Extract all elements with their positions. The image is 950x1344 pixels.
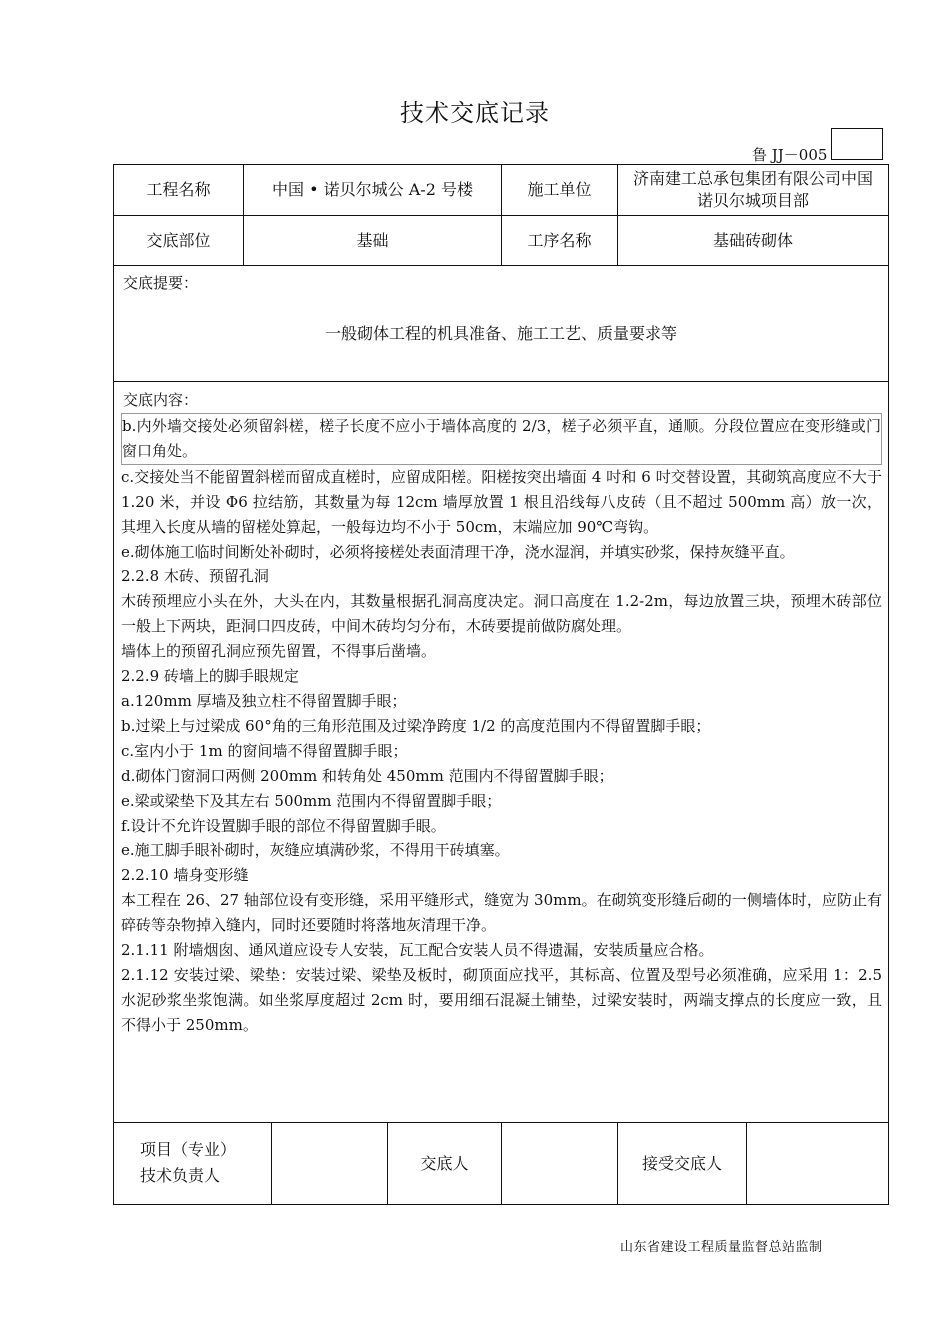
content-paragraph: 2.1.11 附墙烟囱、通风道应设专人安装，瓦工配合安装人员不得遗漏，安装质量应合格。 — [121, 941, 714, 960]
tech-lead-signature-field[interactable] — [272, 1123, 388, 1204]
construction-unit-line2: 诺贝尔城项目部 — [696, 191, 809, 210]
disclosure-form — [113, 164, 889, 1205]
summary-text: 一般砌体工程的机具准备、施工工艺、质量要求等 — [324, 324, 677, 343]
document-code: 鲁 JJ－005 — [752, 146, 828, 164]
section-heading: 2.2.9 砖墙上的脚手眼规定 — [121, 667, 299, 686]
signature-row — [114, 1123, 888, 1204]
discloser-signature-field[interactable] — [502, 1123, 618, 1204]
project-name-value: 中国 • 诺贝尔城公 A-2 号楼 — [244, 165, 502, 215]
content-paragraph: 本工程在 26、27 轴部位设有变形缝，采用平缝形式，缝宽为 30mm。在砌筑变形缝后砌的一侧墙体时，应防止有碎砖等杂物掉入缝内，同时还要随时将落地灰清理干净。 — [121, 891, 882, 935]
summary-label: 交底提要： — [123, 274, 199, 292]
content-paragraph: b.内外墙交接处必须留斜槎，槎子长度不应小于墙体高度的 2/3，槎子必须平直，通顺。分段位置应在变形缝或门窗口角处。 — [121, 413, 882, 465]
content-body — [121, 413, 882, 1038]
section-heading: 2.2.8 木砖、预留孔洞 — [121, 567, 269, 586]
construction-unit-line1: 济南建工总承包集团有限公司中国 — [632, 169, 873, 188]
content-paragraph: e.砌体施工临时间断处补砌时，必须将接槎处表面清理干净，浇水湿润，并填实砂浆，保持灰缝平直。 — [121, 542, 795, 561]
summary-section — [114, 266, 888, 382]
document-title: 技术交底记录 — [400, 99, 550, 127]
content-paragraph: e.梁或梁垫下及其左右 500mm 范围内不得留置脚手眼； — [121, 791, 502, 810]
process-name-label: 工序名称 — [502, 216, 618, 265]
content-paragraph: 2.1.12 安装过梁、梁垫：安装过梁、梁垫及板时，砌顶面应找平，其标高、位置及型号必须准确，应采用 1：2.5 水泥砂浆坐浆饱满。如坐浆厚度超过 2cm 时，要用细石混凝土铺垫，过梁安装时，两端支撑点的长度应一致，且不得小于 250mm。 — [121, 965, 882, 1034]
section-heading: 2.2.10 墙身变形缝 — [121, 866, 249, 885]
construction-unit-value — [618, 165, 888, 215]
content-paragraph: d.砌体门窗洞口两侧 200mm 和转角处 450mm 范围内不得留置脚手眼； — [121, 766, 614, 785]
receiver-signature-field[interactable] — [747, 1123, 888, 1204]
discloser-label: 交底人 — [388, 1123, 502, 1204]
construction-unit-label: 施工单位 — [502, 165, 618, 215]
disclosure-part-label: 交底部位 — [114, 216, 244, 265]
content-paragraph: 墙体上的预留孔洞应预先留置，不得事后凿墙。 — [121, 642, 437, 661]
content-label: 交底内容： — [123, 391, 199, 409]
content-paragraph: f.设计不允许设置脚手眼的部位不得留置脚手眼。 — [121, 816, 446, 835]
content-paragraph: b.过梁上与过梁成 60°角的三角形范围及过梁净跨度 1/2 的高度范围内不得留置脚手眼； — [121, 716, 711, 735]
header-row-part — [114, 216, 888, 266]
code-number-box[interactable] — [831, 128, 883, 160]
content-paragraph: 木砖预埋应小头在外，大头在内，其数量根据孔洞高度决定。洞口高度在 1.2-2m，每边放置三块，预埋木砖部位一般上下两块，距洞口四皮砖，中间木砖均匀分布，木砖要提前做防腐处理。 — [121, 592, 882, 636]
content-paragraph: a.120mm 厚墙及独立柱不得留置脚手眼； — [121, 691, 407, 710]
header-row-project — [114, 165, 888, 216]
content-section — [114, 382, 888, 1123]
project-name-label: 工程名称 — [114, 165, 244, 215]
content-paragraph: e.施工脚手眼补砌时，灰缝应填满砂浆，不得用干砖填塞。 — [121, 841, 510, 860]
tech-lead-label — [114, 1123, 272, 1204]
process-name-value: 基础砖砌体 — [712, 230, 793, 250]
tech-lead-label-line1: 项目（专业） — [140, 1140, 237, 1159]
content-paragraph: c.交接处当不能留置斜槎而留成直槎时，应留成阳槎。阳槎按突出墙面 4 吋和 6 吋交替设置，其砌筑高度应不大于 1.20 米，并设 Φ6 拉结筋，其数量为每 12cm 墙厚放置 1 根且沿线每八皮砖（且不超过 500mm 高）放一次，其埋入长度从墙的留槎处算起，一般每边均不小于 50cm，末端应加 90℃弯钩。 — [121, 467, 882, 536]
content-paragraph: c.室内小于 1m 的窗间墙不得留置脚手眼； — [121, 741, 408, 760]
issuing-authority: 山东省建设工程质量监督总站监制 — [620, 1240, 823, 1255]
tech-lead-label-line2: 技术负责人 — [140, 1166, 221, 1185]
disclosure-part-value: 基础 — [244, 216, 502, 265]
receiver-label: 接受交底人 — [618, 1123, 747, 1204]
